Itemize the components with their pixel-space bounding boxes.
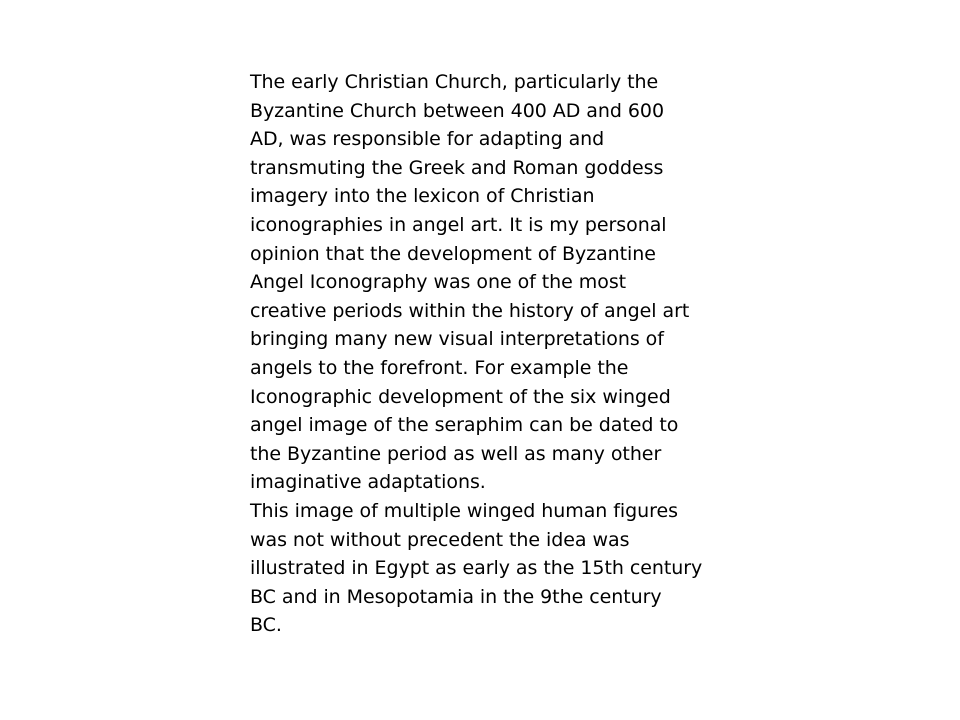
- text-line: transmuting the Greek and Roman goddess: [250, 156, 664, 179]
- text-line: BC and in Mesopotamia in the 9the century: [250, 585, 662, 608]
- text-line: illustrated in Egypt as early as the 15th century: [250, 557, 703, 580]
- text-line: imagery into the lexicon of Christian: [250, 185, 595, 208]
- text-line: angel image of the seraphim can be dated to: [250, 414, 679, 437]
- text-line: creative periods within the history of angel art: [250, 299, 690, 322]
- paragraph-1: [250, 68, 720, 497]
- text-line: Byzantine Church between 400 AD and 600: [250, 99, 664, 122]
- paragraph-2: [250, 497, 720, 640]
- text-line: was not without precedent the idea was: [250, 528, 630, 551]
- text-line: This image of multiple winged human figures: [250, 499, 678, 522]
- text-line: Angel Iconography was one of the most: [250, 271, 627, 294]
- text-line: The early Christian Church, particularly the: [250, 71, 659, 93]
- text-line: AD, was responsible for adapting and: [250, 128, 605, 151]
- text-line: Iconographic development of the six winged: [250, 385, 671, 408]
- text-line: bringing many new visual interpretations of: [250, 328, 664, 351]
- body-text: [250, 68, 720, 640]
- text-line: imaginative adaptations.: [250, 471, 486, 494]
- text-line: BC.: [250, 614, 282, 637]
- text-line: angels to the forefront. For example the: [250, 356, 629, 379]
- text-line: the Byzantine period as well as many other: [250, 442, 662, 465]
- text-line: iconographies in angel art. It is my personal: [250, 213, 667, 236]
- text-line: opinion that the development of Byzantine: [250, 242, 656, 265]
